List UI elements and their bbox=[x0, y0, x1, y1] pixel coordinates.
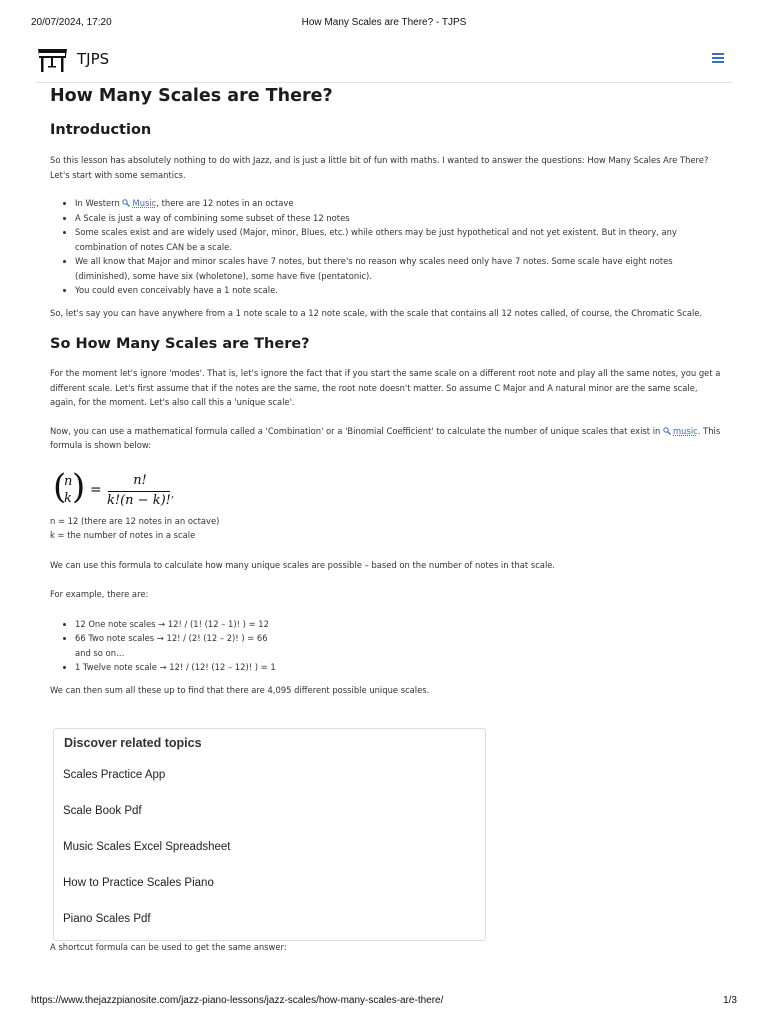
section-paragraph-5: We can then sum all these up to find that there are 4,095 different possible unique scales. bbox=[50, 684, 430, 695]
definition-n: n = 12 (there are 12 notes in an octave) bbox=[50, 515, 220, 526]
related-topic-link[interactable]: Piano Scales Pdf bbox=[63, 913, 151, 925]
site-name[interactable]: TJPS bbox=[77, 50, 110, 68]
formula-denominator: k!(n − k)! bbox=[107, 492, 171, 508]
formula-intro-paragraph bbox=[50, 424, 722, 453]
definition-k: k = the number of notes in a scale bbox=[50, 530, 196, 540]
print-header bbox=[31, 17, 737, 31]
list-item: • Some scales exist and are widely used (Major, minor, Blues, etc.) while others may be just hypothetical and not yet existent. But in theory, any combination of notes CAN be a scale. bbox=[75, 225, 722, 254]
left-paren: ( bbox=[53, 466, 67, 507]
list-text: 66 Two note scales → 12! / (2! (12 – 2)! ) = 66 bbox=[75, 633, 268, 643]
magnifier-icon bbox=[122, 199, 130, 207]
music-link[interactable]: music bbox=[673, 425, 698, 436]
section-paragraph-3: We can use this formula to calculate how many unique scales are possible – based on the number of notes in that scale. bbox=[50, 559, 556, 570]
list-text-pre: In Western bbox=[75, 198, 120, 208]
examples-list bbox=[50, 617, 722, 675]
related-topic-link[interactable]: Scales Practice App bbox=[63, 769, 166, 781]
magnifier-icon bbox=[663, 427, 671, 435]
related-topic-link[interactable]: Music Scales Excel Spreadsheet bbox=[63, 841, 231, 853]
list-item: • 1 Twelve note scale → 12! / (12! (12 – 12)! ) = 1 bbox=[75, 660, 722, 675]
hamburger-menu-icon[interactable] bbox=[712, 53, 724, 65]
list-item: • A Scale is just a way of combining some subset of these 12 notes bbox=[75, 211, 722, 226]
print-date: 20/07/2024, 17:20 bbox=[31, 17, 112, 28]
print-url: https://www.thejazzpianosite.com/jazz-piano-lessons/jazz-scales/how-many-scales-are-there/ bbox=[31, 995, 444, 1006]
page-title: How Many Scales are There? bbox=[50, 86, 333, 106]
list-text-post: , there are 12 notes in an octave bbox=[156, 198, 294, 208]
related-topics-box bbox=[53, 728, 486, 941]
right-paren: ) bbox=[72, 466, 86, 507]
list-item: • You could even conceivably have a 1 note scale. bbox=[75, 283, 722, 298]
list-item: • 12 One note scales → 12! / (1! (12 – 1)! ) = 12 bbox=[75, 617, 722, 632]
grand-piano-icon[interactable] bbox=[36, 46, 69, 74]
section-paragraph-4: For example, there are: bbox=[50, 589, 149, 599]
formula-numerator: n! bbox=[133, 472, 147, 488]
shortcut-formula-text: A shortcut formula can be used to get the same answer: bbox=[50, 942, 287, 952]
formula-bottom: k bbox=[64, 490, 72, 506]
intro-paragraph-2: So, let's say you can have anywhere from a 1 note scale to a 12 note scale, with the scale that contains all 12 notes called, of course, the Chromatic Scale. bbox=[50, 307, 703, 318]
print-page-title: How Many Scales are There? - TJPS bbox=[301, 17, 467, 28]
article-content bbox=[50, 82, 722, 697]
para-text-pre: Now, you can use a mathematical formula called a 'Combination' or a 'Binomial Coefficient' to calculate the number of unique scales that exist in bbox=[50, 425, 661, 436]
fraction-bar bbox=[108, 491, 170, 492]
formula-top: n bbox=[64, 473, 73, 489]
section-paragraph: For the moment let's ignore 'modes'. That is, let's ignore the fact that if you start the same scale on a different root note and play all the same notes, you get a different scale. Let's first assume that if the notes are the same, the root note doesn't matter. So assume C Major and A natural minor are the same scale, again, for the moment. Let's also call this a 'unique scale'. bbox=[50, 368, 721, 407]
formula-equals: = bbox=[90, 481, 102, 498]
binomial-formula bbox=[50, 467, 722, 512]
intro-paragraph: So this lesson has absolutely nothing to do with Jazz, and is just a little bit of fun with maths. I wanted to answer the questions: How Many Scales Are There? Let's start with some semantics. bbox=[50, 155, 709, 180]
intro-heading: Introduction bbox=[50, 122, 152, 138]
related-topic-link[interactable]: How to Practice Scales Piano bbox=[63, 877, 214, 889]
para-text-post: . This formula is shown below: bbox=[50, 425, 721, 450]
related-topics-title: Discover related topics bbox=[64, 736, 202, 750]
page-number: 1/3 bbox=[723, 995, 737, 1006]
music-link[interactable]: Music bbox=[132, 198, 157, 208]
and-so-on-text: and so on… bbox=[75, 647, 125, 658]
list-item bbox=[75, 196, 722, 211]
list-item: • We all know that Major and minor scales have 7 notes, but there's no reason why scales need only have 7 notes. Some scale have eight notes (diminished), some have six (wholetone), some have five (pentatonic). bbox=[75, 254, 722, 283]
list-item bbox=[75, 631, 722, 660]
section-heading: So How Many Scales are There? bbox=[50, 336, 310, 352]
formula-trail: , bbox=[171, 488, 175, 500]
print-footer bbox=[31, 995, 737, 1009]
intro-list bbox=[50, 196, 722, 298]
site-header bbox=[35, 42, 733, 83]
related-topic-link[interactable]: Scale Book Pdf bbox=[63, 805, 142, 817]
